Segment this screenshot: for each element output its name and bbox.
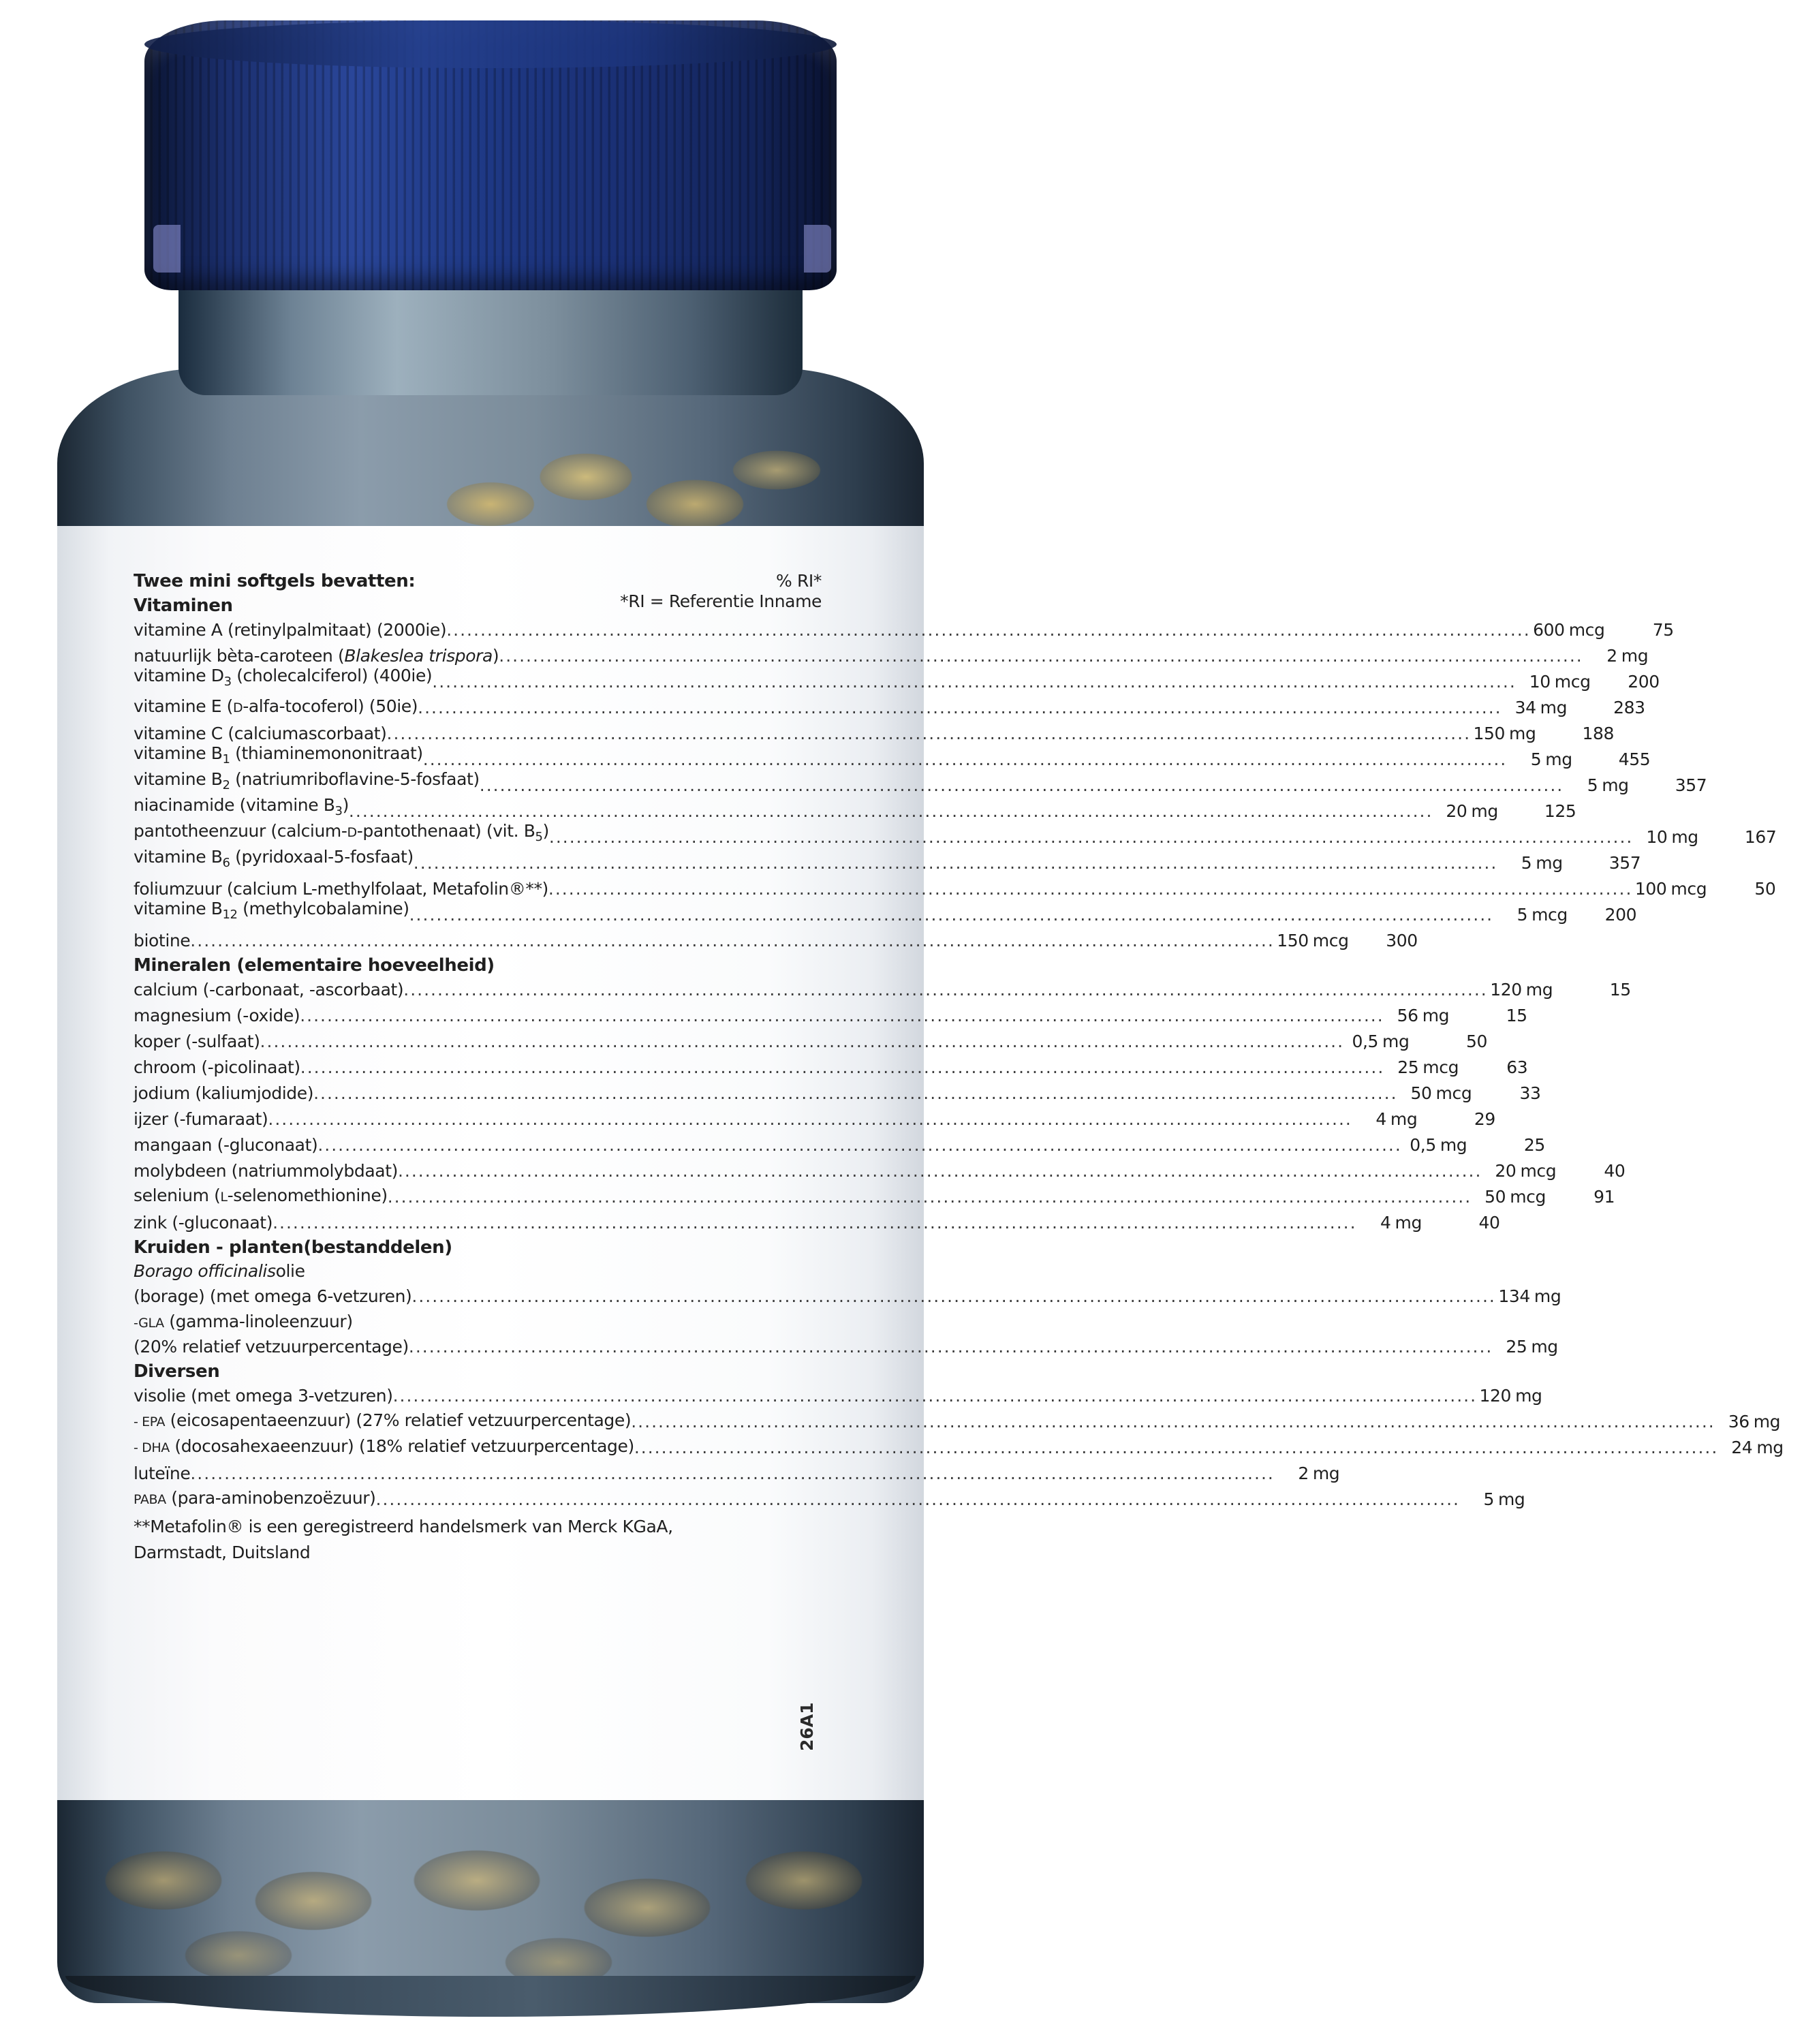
list-item: natuurlijk bèta-caroteen (Blakeslea trispora) ................................................................................................................................................................ 2 mg (134, 643, 822, 669)
section-herbs: Kruiden - planten(bestanddelen) (134, 1237, 452, 1258)
amount: 56 (1397, 1006, 1418, 1025)
vitamin-list (134, 617, 1777, 954)
batch-code: 26A1 (797, 1702, 817, 1751)
unit: mcg (1435, 1083, 1472, 1103)
list-item: koper (-sulfaat) ................................................................................................................................................................ 0,5 mg 50 (134, 1029, 822, 1055)
bottle-neck (178, 279, 803, 395)
amount: 24 (1731, 1438, 1753, 1457)
unit: mg (1390, 1109, 1418, 1129)
amount: 20 (1446, 801, 1467, 821)
ri-note: *RI = Referentie Inname (620, 591, 822, 611)
list-item: selenium (L-selenomethionine) ................................................................................................................................................................ 50 mcg 91 (134, 1184, 822, 1210)
ri-percent: 29 (1474, 1109, 1495, 1129)
list-item: (borage) (met omega 6-vetzuren) ................................................................................................................................................................ 134 mg (134, 1286, 1561, 1306)
ri-percent: 455 (1618, 749, 1651, 769)
amount: 2 (1298, 1464, 1309, 1483)
ri-percent: 300 (1386, 931, 1418, 950)
unit: mg (1422, 1006, 1450, 1025)
ri-percent: 15 (1506, 1006, 1527, 1025)
unit: mg (1756, 1438, 1784, 1457)
list-item: luteïne ................................................................................................................................................................ 2 mg (134, 1461, 822, 1487)
mineral-list (134, 977, 1631, 1236)
amount: 600 (1533, 620, 1565, 640)
amount: 25 (1397, 1057, 1419, 1077)
ri-percent: 167 (1744, 827, 1777, 847)
list-item: mangaan (-gluconaat) ................................................................................................................................................................ 0,5 mg 25 (134, 1132, 822, 1158)
list-item: vitamine C (calciumascorbaat) ................................................................................................................................................................ 150 mg 188 (134, 721, 822, 747)
amount: 2 (1606, 646, 1617, 666)
list-item: visolie (met omega 3-vetzuren) ................................................................................................................................................................ 120 mg (134, 1383, 822, 1409)
amount: 5 (1587, 775, 1598, 795)
list-item: niacinamide (vitamine $B_3$) ................................................................................................................................................................ 20 mg 125 (134, 799, 822, 824)
list-item: Borago officinalisolie (134, 1261, 305, 1281)
unit: mcg (1568, 620, 1605, 640)
ri-percent: 200 (1604, 905, 1637, 925)
ri-percent: 200 (1628, 672, 1660, 692)
unit: mcg (1670, 879, 1707, 899)
list-item: molybdeen (natriummolybdaat) ................................................................................................................................................................ 20 mcg 40 (134, 1158, 822, 1184)
misc-list (134, 1383, 1784, 1513)
unit: mcg (1422, 1057, 1459, 1077)
list-item: foliumzuur (calcium L-methylfolaat, Metafolin®**) ................................................................................................................................................................ 100 mcg 50 (134, 876, 822, 902)
unit: mg (1509, 724, 1536, 743)
unit: mg (1753, 1412, 1781, 1431)
list-item: magnesium (-oxide) ................................................................................................................................................................ 56 mg 15 (134, 1003, 822, 1029)
list-item: PABA (para-aminobenzoëzuur) ................................................................................................................................................................ 5 mg (134, 1487, 822, 1513)
list-item: vitamine $B_{12}$ (methylcobalamine) ................................................................................................................................................................ 5 mcg 200 (134, 902, 822, 928)
unit: mg (1395, 1213, 1422, 1233)
unit: mg (1621, 646, 1649, 666)
softgels-bottom (68, 1799, 913, 1989)
unit: mcg (1510, 1187, 1546, 1207)
amount: 36 (1728, 1412, 1750, 1431)
ri-percent: 33 (1519, 1083, 1541, 1103)
ri-percent: 40 (1478, 1213, 1500, 1233)
unit: mcg (1532, 905, 1568, 925)
amount: 120 (1479, 1386, 1512, 1406)
ri-percent: 283 (1613, 698, 1645, 717)
footnote: **Metafolin® is een geregistreerd handelsmerk van Merck KGaA, Darmstadt, Duitsland (134, 1517, 673, 1562)
amount: 150 (1277, 931, 1309, 950)
ri-percent: 50 (1754, 879, 1776, 899)
list-item: pantotheenzuur (calcium-D-pantothenaat) (vit. $B_5$) ................................................................................................................................................................ 10 mg 167 (134, 824, 822, 850)
amount: 0,5 (1410, 1135, 1436, 1155)
ri-percent: 125 (1544, 801, 1576, 821)
list-item: - DHA (docosahexaeenzuur) (18% relatief vetzuurpercentage) ................................................................................................................................................................ 24 mg (134, 1435, 822, 1461)
unit: mg (1515, 1386, 1542, 1406)
list-item: calcium (-carbonaat, -ascorbaat) ................................................................................................................................................................ 120 mg 15 (134, 977, 822, 1003)
list-item: vitamine $B_1$ (thiaminemononitraat) ................................................................................................................................................................ 5 mg 455 (134, 747, 822, 773)
ri-header: % RI* (776, 571, 822, 591)
ri-percent: 40 (1604, 1161, 1626, 1181)
list-item: vitamine $D_3$ (cholecalciferol) (400ie) ................................................................................................................................................................ 10 mcg 200 (134, 669, 822, 695)
ri-percent: 91 (1593, 1187, 1615, 1207)
section-misc: Diversen (134, 1361, 220, 1382)
list-item: -GLA (gamma-linoleenzuur) (134, 1312, 353, 1331)
unit: mcg (1520, 1161, 1557, 1181)
ri-percent: 63 (1506, 1057, 1528, 1077)
unit: mg (1602, 775, 1629, 795)
section-minerals: Mineralen (elementaire hoeveelheid) (134, 955, 495, 976)
amount: 20 (1495, 1161, 1517, 1181)
list-item: vitamine E (D-alfa-tocoferol) (50ie) ................................................................................................................................................................ 34 mg 283 (134, 695, 822, 721)
bottle-cap-top (144, 20, 837, 68)
ri-percent: 75 (1652, 620, 1674, 640)
unit: mg (1312, 1464, 1340, 1483)
amount: 100 (1634, 879, 1667, 899)
list-item: vitamine $B_6$ (pyridoxaal-5-fosfaat) ................................................................................................................................................................ 5 mg 357 (134, 850, 822, 876)
unit: mg (1525, 980, 1553, 1000)
ri-percent: 25 (1523, 1135, 1545, 1155)
list-item: jodium (kaliumjodide) ................................................................................................................................................................ 50 mcg 33 (134, 1081, 822, 1106)
amount: 50 (1410, 1083, 1432, 1103)
amount: 50 (1484, 1187, 1506, 1207)
amount: 5 (1530, 749, 1542, 769)
unit: mcg (1312, 931, 1349, 950)
amount: 10 (1529, 672, 1551, 692)
amount: 5 (1517, 905, 1528, 925)
label-title: Twee mini softgels bevatten: (134, 571, 416, 591)
bottle-base (65, 1976, 916, 2017)
ri-percent: 357 (1608, 853, 1641, 873)
ri-percent: 15 (1609, 980, 1631, 1000)
unit: mg (1382, 1032, 1410, 1051)
list-item: biotine ................................................................................................................................................................ 150 mcg 300 (134, 928, 822, 954)
ri-percent: 50 (1466, 1032, 1488, 1051)
unit: mg (1545, 749, 1572, 769)
amount: 150 (1473, 724, 1506, 743)
amount: 120 (1490, 980, 1522, 1000)
ri-percent: 357 (1675, 775, 1707, 795)
unit: mg (1471, 801, 1498, 821)
list-item: ijzer (-fumaraat) ................................................................................................................................................................ 4 mg 29 (134, 1106, 822, 1132)
amount: 4 (1380, 1213, 1391, 1233)
amount: 34 (1514, 698, 1536, 717)
amount: 5 (1521, 853, 1532, 873)
unit: mg (1440, 1135, 1467, 1155)
list-item: (20% relatief vetzuurpercentage) ................................................................................................................................................................ 25 mg (134, 1337, 1558, 1357)
unit: mcg (1554, 672, 1591, 692)
softgels-top (409, 422, 831, 538)
amount: 5 (1483, 1489, 1494, 1509)
list-item: vitamine A (retinylpalmitaat) (2000ie) ................................................................................................................................................................ 600 mcg 75 (134, 617, 822, 643)
unit: mg (1671, 827, 1698, 847)
unit: mg (1536, 853, 1563, 873)
section-vitamins: Vitaminen (134, 595, 233, 616)
list-item: chroom (-picolinaat) ................................................................................................................................................................ 25 mcg 63 (134, 1055, 822, 1081)
amount: 10 (1646, 827, 1668, 847)
amount: 0,5 (1352, 1032, 1379, 1051)
list-item: vitamine $B_2$ (natriumriboflavine-5-fosfaat) ................................................................................................................................................................ 5 mg 357 (134, 773, 822, 799)
list-item: zink (-gluconaat) ................................................................................................................................................................ 4 mg 40 (134, 1210, 822, 1236)
cap-highlight-left (153, 225, 181, 273)
ri-percent: 188 (1582, 724, 1615, 743)
cap-highlight-right (804, 225, 831, 273)
nutrition-facts (134, 571, 1784, 1566)
unit: mg (1540, 698, 1568, 717)
amount: 4 (1375, 1109, 1386, 1129)
list-item: - EPA (eicosapentaeenzuur) (27% relatief vetzuurpercentage) ................................................................................................................................................................ 36 mg (134, 1409, 822, 1435)
unit: mg (1497, 1489, 1525, 1509)
herb-list (134, 1259, 1561, 1360)
